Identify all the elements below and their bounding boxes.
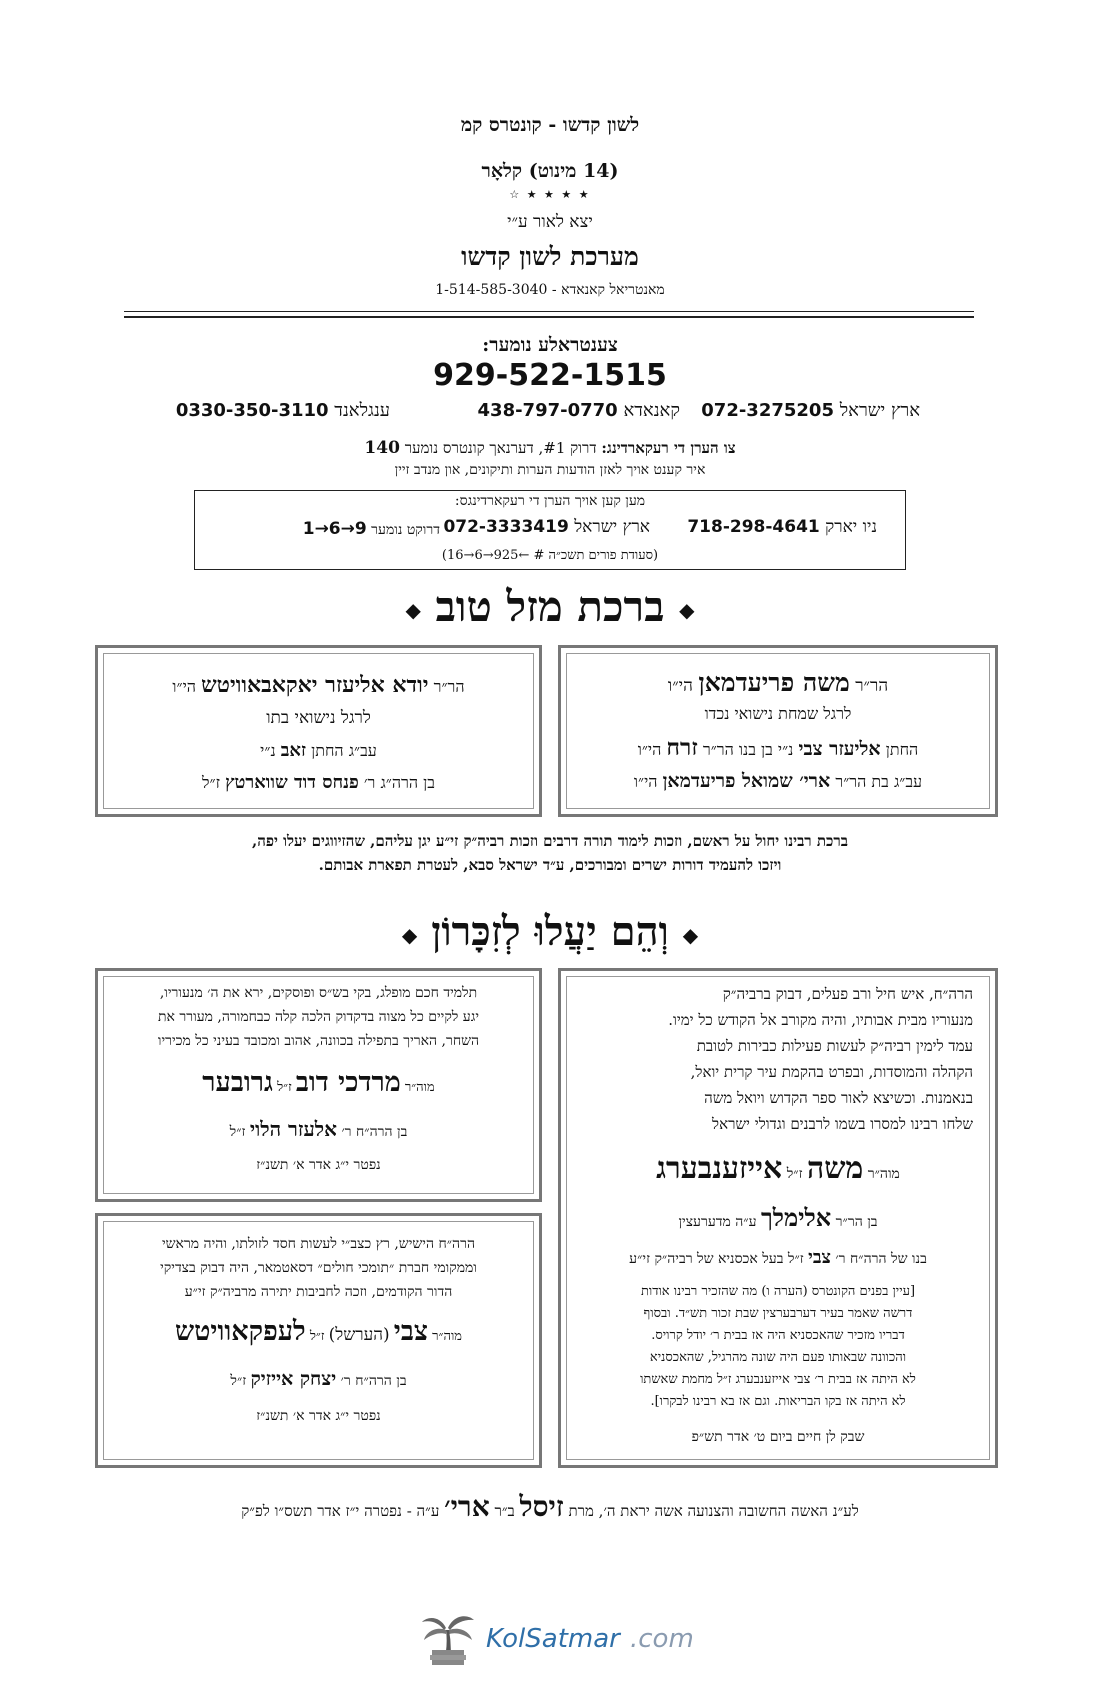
rec-press-label: דרוקט נומער [371,522,440,538]
mt-right-l3-name1: אליעזר צבי [798,738,881,760]
recording-instructions [0,438,1100,458]
mt-left-l4-post: ז״ל [202,773,221,792]
header-divider-2 [124,316,974,318]
blessing-line-2: ויזכו להעמיד דורות ישרים ומבורכים, ע״ד ישראל סבא, לעטרת תפארת אבותם. [318,856,782,874]
mlt-father-post: ז״ל [229,1124,246,1140]
footer-pre: לע״נ האשה החשובה והצנועה אשה יראת ה׳, מרת [568,1502,859,1520]
mt-right-l3-post: הי״ו [637,740,662,759]
org-address: מאנטריאל קאנאדא - 1-514-585-3040 [435,282,665,298]
header-line2-text: (14 מינוט) קלאָר [481,160,619,182]
mlt-father [98,1117,539,1142]
mr-line-5: שלחו רבינו למסרו בשמו לרבנים וגדולי ישראל [712,1115,973,1133]
mt-left-l4-pre: בן הרה״ג ר׳ [363,773,435,792]
rec-ny [687,517,877,537]
mr-father-pre: בן הר״ר [835,1214,878,1230]
mr-name [561,1151,995,1186]
mt-right-l2: לרגל שמחת נישואי נכדו [704,704,852,723]
mlb-name-first: צבי [393,1316,429,1347]
header-divider [124,311,974,312]
memorial-title [0,908,1100,955]
mt-right-l3-pre: החתן [885,740,919,759]
mlb-father-post: ז״ל [230,1373,247,1389]
mt-left-l1-pre: הר״ר [433,677,465,696]
mt-right-l1-name: משה פריעדמאן [698,668,850,697]
mazel-tov-box-right [558,645,998,817]
phone-canada-label: קאנאדא [623,400,680,421]
mazel-tov-title [0,582,1100,632]
rec-press [303,519,440,539]
mlb-line-2: הדור הקודמים, וזכה לחביבות יתירה מרביה״ק זי״ע [184,1284,453,1300]
mlt-father-name: אלעזר הלוי [249,1117,337,1141]
mt-right-l4-name: ארי׳ שמואל פריעדמאן [662,770,831,792]
mt-right-l4-post: הי״ו [633,772,658,791]
phone-israel-number[interactable]: 072-3275205 [701,400,834,421]
instructions-number: 140 [364,438,400,458]
mt-right-l4 [561,770,995,793]
mlb-father-name: יצחק אייזיק [250,1368,337,1390]
mr-name-pre: מוה״ר [867,1166,900,1182]
mlb-line-1: וממקומי חברת ״תומכי חולים״ דסאטמאר, היה דבוק בצדיקי [160,1260,477,1276]
phone-england-label: ענגלאנד [334,400,390,421]
mr-line-3: הקהלה והמוסדות, ובפרט בהקמת עיר קרית יואל, [690,1063,973,1081]
mr-grandson [561,1247,995,1268]
mr-note-0: [עיין בפנים הקונטרס (הערה ו) מה שהזכיר רבינו אודות [640,1284,916,1299]
mlt-father-pre: בן הרה״ח ר׳ [341,1124,408,1140]
mr-name-zl: ז״ל [786,1166,803,1182]
mr-line-4: בנאמנות. וכשיצא לאור ספר הקדוש ויואל משה [704,1089,973,1107]
phone-canada [478,400,680,421]
mr-note-3: והכוונה שבאותו פעם היה שונה מהרגיל, שהאכסניא [649,1350,907,1365]
rec-il-label: ארץ ישראל [574,517,650,537]
memorial-title-text: וְהֵם יַעֲלוּ לְזִכָּרוֹן [431,908,669,955]
memorial-box-right [558,968,998,1468]
instructions-bold: צו הערן די רעקארדינג: [601,439,736,457]
mlb-name-pre: מוה״ר [432,1329,463,1344]
bullet-icon: ◆ [405,598,421,622]
mt-left-l3 [98,740,539,761]
mt-left-l2: לרגל נישואי בתו [266,708,371,728]
mazel-tov-title-text: ברכת מזל טוב [435,582,665,631]
header-line2 [0,160,1100,183]
mr-line-2: עמד לימין רביה״ק לעשות פעילות כבירות לטובת [696,1037,973,1055]
mr-line-1: מנעוריו מבית אבותיו, והיה מקורב אל הקודש כל ימיו. [668,1011,973,1029]
footer-dedication [0,1490,1100,1524]
header-line1: לשון קדשו - קונטרס קמ [460,114,640,136]
mt-left-l4-name: פנחס דוד שווארטץ [225,772,359,793]
mt-left-l1-name: יודא אליעזר יאקאבאוויטש [201,672,429,698]
mt-right-l3 [561,734,995,761]
mlt-name-last: גרובער [202,1067,273,1098]
mt-right-l1 [561,668,995,698]
phone-israel-label: ארץ ישראל [839,400,920,421]
logo-tld: .com [630,1624,694,1654]
mr-father [561,1203,995,1233]
mr-father-post: ע״ה מדערעצין [678,1214,757,1230]
rec-ny-label: ניו יארק [825,517,877,537]
footer-mid: ב״ר [494,1502,515,1520]
mlb-passed: נפטר י״ג אדר א׳ תשנ״ז [256,1408,381,1424]
mr-note-5: לא היתה אז בקו הבריאות. וגם אז בא רבינו לבקרו]. [650,1394,906,1409]
mr-father-name: אלימלך [761,1203,832,1232]
mlb-father [98,1368,539,1391]
comments-line: איר קענט אויך לאזן הודעות הערות ותיקונים, און מנדב זיין [394,462,706,478]
mr-line-0: הרה״ח, איש חיל ורב פעלים, דבוק ברביה״ק [722,985,973,1003]
mlb-father-pre: בן הרה״ח ר׳ [340,1373,407,1389]
mlt-name-zl: ז״ל [277,1080,292,1095]
recording-box-title: מען קען אויך הערן די רעקארדינגס: [454,493,646,509]
bullet-icon: ◆ [679,598,695,622]
kolsatmar-logo[interactable] [418,1610,694,1670]
mlt-line-1: יגע לקיים כל מצוה בדקדוק הלכה קלה כבחמורה, מעורר את [157,1009,480,1025]
logo-brand: KolSatmar [486,1624,620,1654]
mt-right-l3-name2: זרח [666,734,698,761]
bullet-icon: ◆ [682,923,699,947]
mt-left-l3-post: נ״י [260,741,276,760]
rec-il [443,517,650,537]
recording-box [194,490,906,570]
mt-left-l1 [98,672,539,698]
mt-right-l1-pre: הר״ר [855,676,889,696]
mlt-passed: נפטר י״ג אדר א׳ תשנ״ז [256,1157,381,1173]
mr-grandson-pre: בנו של הרה״ח ר׳ [835,1251,927,1267]
footer-name: זיסל [519,1490,564,1523]
mlb-name-zl: ז״ל [309,1329,325,1344]
rating-stars: ★ ★ ★ ★ ☆ [509,188,591,201]
mt-right-l4-pre: עב״ג בת הר״ר [835,772,923,791]
mlb-name-paren: (הערשל) [328,1325,390,1345]
mr-note-2: דבריו מזכיר שהאכסניא היה אז בבית ר׳ יודל קרויס. [651,1328,905,1343]
mr-name-first: משה [806,1151,864,1186]
mt-left-l3-pre: עב״ג החתן [311,741,377,760]
phone-canada-number[interactable]: 438-797-0770 [477,400,618,421]
mlb-line-0: הרה״ח הישיש, רץ כצב״י לעשות חסד לזולתו, והיה מראשי [161,1236,476,1252]
mr-note-1: דרשה שאמר בעיר דערבערצין שבת זכור תש״ד. ובסוף [643,1306,913,1321]
header-line3: יצא לאור ע״י [507,212,593,232]
mlb-name [98,1316,539,1347]
phone-england-number[interactable]: 0330-350-3110 [175,400,329,421]
mr-grandson-post: ז״ל בעל אכסניא של רביה״ק זי״ע [629,1251,804,1267]
rec-il-number[interactable]: 072-3333419 [443,517,569,537]
mazel-tov-box-left [95,645,542,817]
mlb-name-last: לעפקאוויטש [174,1316,306,1347]
footer-post: ע״ה - נפטרה י״ז אדר תשס״ו לפ״ק [241,1502,440,1520]
footer-father: ארי׳ [444,1490,490,1523]
mlt-name-pre: מוה״ר [404,1080,435,1095]
mt-left-l4 [98,772,539,793]
central-label: צענטראלע נומער: [482,334,618,356]
mr-name-last: אייזענבערג [656,1151,783,1186]
mr-passed: שבק לן חיים ביום ט׳ אדר תש״פ [691,1429,865,1445]
rec-seuda: (סעודת פורים תשכ״ה # ←925→6→16) [441,548,659,563]
bullet-icon: ◆ [401,923,418,947]
memorial-box-left-bottom [95,1213,542,1468]
blessing-line-1: ברכת רבינו יחול על ראשם, וזכות לימוד תורה דרבים וזכות רביה״ק זי״ע יגן עליהם, שהזיווגים יעלו יפה, [252,832,848,850]
org-name: מערכת לשון קדשו [461,242,639,271]
phone-israel [701,400,920,421]
mlt-line-0: תלמיד חכם מופלג, בקי בש״ס ופוסקים, ירא את ה׳ מנעוריו, [159,985,478,1001]
central-number: 929-522-1515 [433,358,667,393]
mlt-line-2: השחר, האריך בתפילה בכוונה, אהוב ומכובד בעיני כל מכיריו [157,1033,480,1049]
mr-grandson-name: צבי [808,1247,831,1268]
instructions-rest: דרוק #1, דערנאך קונטרס נומער [404,439,597,457]
mlt-name-first: מרדכי דוב [295,1067,401,1098]
mt-left-l1-post: הי״ו [172,677,196,696]
palm-tree-icon [418,1610,478,1668]
mr-note-4: לא היתה אז בבית ר׳ צבי אייזענבערג ז״ל מחמת שאשתו [640,1372,916,1387]
mt-left-l3-name: זאב [280,740,307,761]
rec-ny-number[interactable]: 718-298-4641 [687,517,820,537]
mt-right-l3-mid: נ״י בן בנו הר״ר [702,740,794,759]
rec-press-number: 1→6→9 [302,519,367,539]
mt-right-l1-post: הי״ו [667,676,693,696]
memorial-box-left-top [95,968,542,1202]
phone-england [176,400,390,421]
mlt-name [98,1067,539,1098]
